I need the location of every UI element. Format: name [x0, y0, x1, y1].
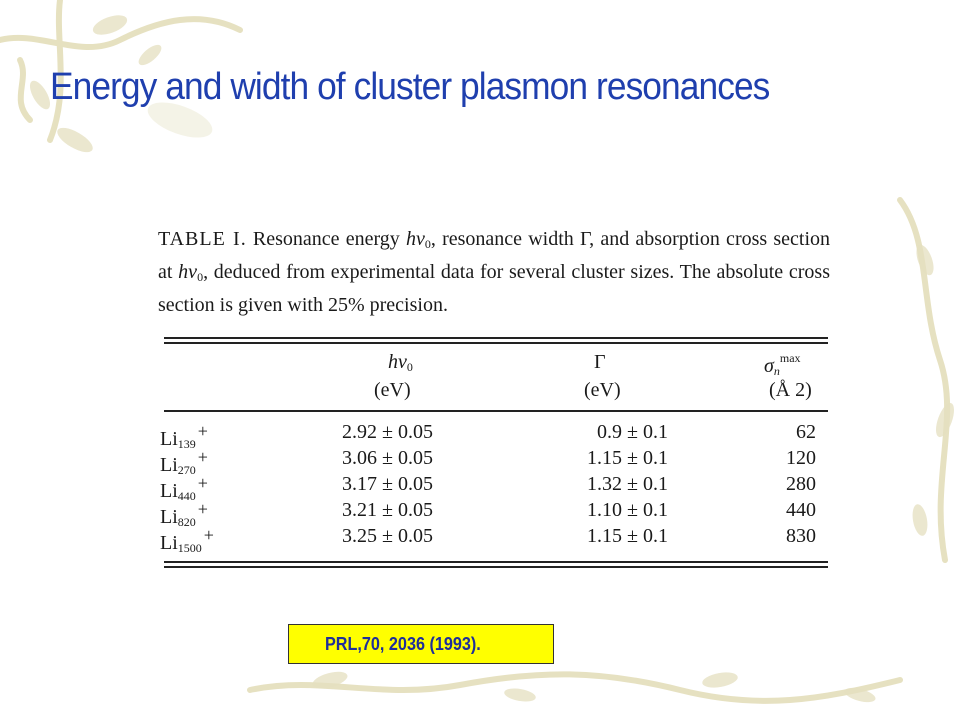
table-bottom-rule	[164, 561, 828, 563]
citation-box	[288, 624, 554, 664]
caption-hv0-symbol-2: hν	[178, 261, 198, 283]
row-species: $Li_{440}^+$	[160, 473, 208, 503]
table-top-rule-2	[164, 342, 828, 344]
header-width-symbol: Γ	[594, 351, 606, 373]
caption-hv0-sub-2: 0	[197, 270, 204, 284]
row-width: 1.15 ± 0.1	[587, 525, 668, 547]
slide-title: Energy and width of cluster plasmon resonances	[50, 66, 770, 108]
table-caption	[158, 225, 830, 319]
row-width: 1.32 ± 0.1	[587, 473, 668, 495]
table-bottom-rule-2	[164, 566, 828, 568]
caption-hv0-sub: 0	[424, 237, 431, 251]
row-species: $Li_{270}^+$	[160, 447, 208, 477]
header-sigma-unit: (Å 2)	[769, 379, 812, 401]
citation-text: PRL,70, 2036 (1993).	[325, 634, 481, 654]
caption-text-1: Resonance energy	[252, 228, 406, 250]
row-energy: 2.92 ± 0.05	[342, 421, 433, 443]
table-image-panel	[144, 191, 840, 578]
row-species: $Li_{820}^+$	[160, 499, 208, 529]
row-energy: 3.17 ± 0.05	[342, 473, 433, 495]
row-energy: 3.25 ± 0.05	[342, 525, 433, 547]
table-header-rule	[164, 410, 828, 412]
row-sigma: 830	[786, 525, 816, 547]
header-sigma-symbol: $\sigma_n^{max}$	[764, 351, 801, 378]
table-top-rule	[164, 337, 828, 339]
row-sigma: 120	[786, 447, 816, 469]
row-energy: 3.06 ± 0.05	[342, 447, 433, 469]
caption-text-3: , deduced from experimental data for several cluster sizes. The absolute cross section is given with 25% precision.	[158, 261, 830, 316]
header-energy-symbol: $h\nu_0$	[388, 351, 413, 374]
row-sigma: 62	[796, 421, 816, 443]
row-sigma: 440	[786, 499, 816, 521]
row-energy: 3.21 ± 0.05	[342, 499, 433, 521]
row-width: 1.15 ± 0.1	[587, 447, 668, 469]
table-caption-label: TABLE I.	[158, 228, 247, 250]
row-width: 1.10 ± 0.1	[587, 499, 668, 521]
row-sigma: 280	[786, 473, 816, 495]
caption-hv0-symbol: hν	[406, 228, 425, 250]
row-species: $Li_{1500}^+$	[160, 525, 214, 555]
row-width: 0.9 ± 0.1	[597, 421, 668, 443]
header-energy-unit: (eV)	[374, 379, 411, 401]
caption-text-2: , resonance width Γ, and absorption cross section at	[158, 228, 831, 283]
header-width-unit: (eV)	[584, 379, 621, 401]
row-species: $Li_{139}^+$	[160, 421, 208, 451]
